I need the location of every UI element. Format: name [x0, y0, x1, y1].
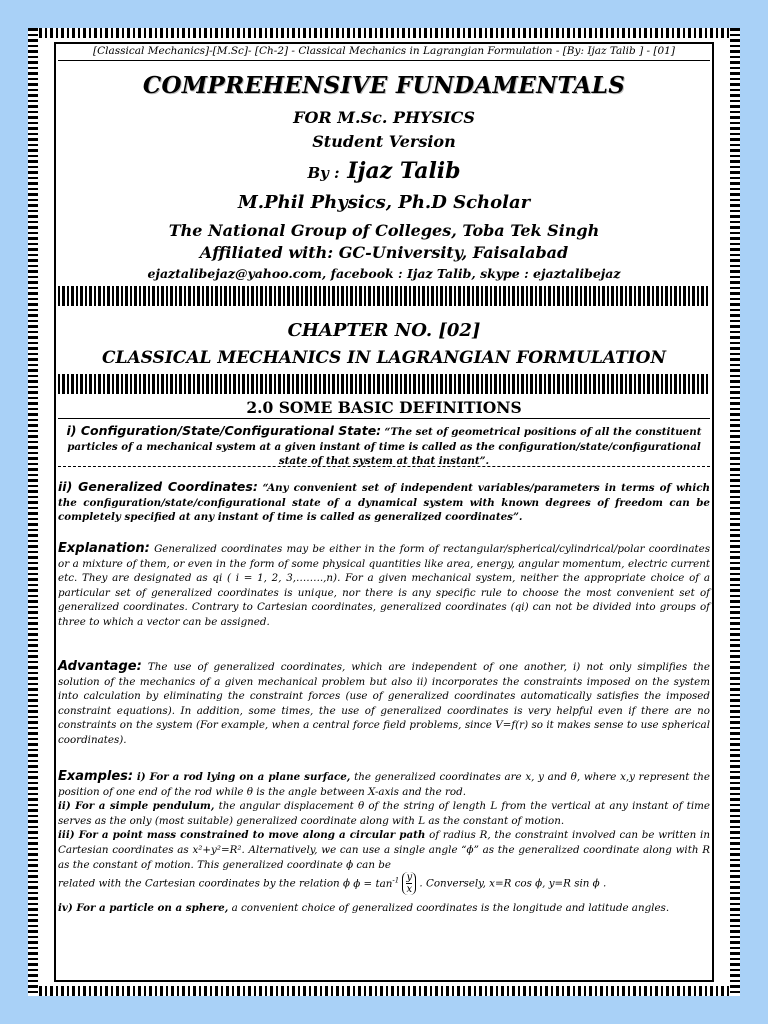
definition-heading: ii) Generalized Coordinates:	[58, 479, 258, 494]
page-header: [Classical Mechanics]-[M.Sc]- [Ch-2] - Classical Mechanics in Lagrangian Formulation - [By: Ijaz Talib ] - [01]	[58, 42, 710, 61]
explanation-heading: Explanation:	[58, 541, 150, 556]
definition-text: “Any convenient set of independent variables/parameters in terms of which the configuration/state/configurational state of a dynamical system with known degrees of freedom can be completely specified at any instant of time is called as generalized coordinates”.	[58, 482, 710, 524]
decorative-band	[58, 296, 710, 306]
definition-heading: i) Configuration/State/Configurational State:	[66, 423, 382, 438]
course-line: FOR M.Sc. PHYSICS	[293, 108, 475, 127]
divider	[58, 418, 710, 419]
advantage-paragraph	[58, 660, 710, 748]
divider	[58, 466, 710, 467]
document-title: COMPREHENSIVE FUNDAMENTALS	[142, 72, 626, 99]
explanation-paragraph	[58, 542, 710, 630]
advantage-text: The use of generalized coordinates, which are independent of one another, i) not only simplifies the solution of the mechanics of a given mechanical problem but also ii) incorporates the constraints imposed on the system into calculation by eliminating the constraint forces (use of generalized coordinates automatically satisfies the imposed constraint equations). In addition, some times, the use of generalized coordinates is very helpful even if there are no constraints on the system (For example, when a central force field problems, since V=f(r) so it makes sense to use spherical coordinates).	[58, 661, 711, 746]
decorative-border-top	[28, 28, 740, 38]
page	[28, 28, 740, 996]
decorative-border-left	[28, 28, 38, 996]
author-line	[58, 158, 710, 184]
by-label: By :	[307, 164, 340, 182]
example-2-text: the angular displacement θ of the string of length L from the vertical at any instant of time serves as the only (most suitable) generalized coordinate along with L as the constant of motion.	[58, 800, 710, 827]
chapter-title: CLASSICAL MECHANICS IN LAGRANGIAN FORMULATION	[101, 348, 667, 368]
formula-lhs: $\phi = \tan^{-1}$	[353, 876, 400, 890]
example-1-text: the generalized coordinates are x, y and θ, where x,y represent the position of one end of the rod while θ is the angle between X-axis and the rod.	[58, 771, 710, 798]
example-3-text: of radius R, the constraint involved can be written in Cartesian coordinates as x²+y²=R². Alternatively, we can use a single angle “ϕ” as the generalized coordinate along with R as the constant of motion. This generalized coordinate ϕ can be	[58, 829, 710, 871]
definition-generalized-coordinates	[58, 480, 710, 525]
example-1-lead: i) For a rod lying on a plane surface,	[136, 771, 351, 783]
explanation-text: Generalized coordinates may be either in the form of rectangular/spherical/cylindrical/polar coordinates or a mixture of them, or even in the form of some physical quantities like area, energy, angular momentum, electric current etc. They are designated as qi ( i = 1, 2, 3,……..,n). For a given mechanical system, neither the appropriate choice of a particular set of generalized coordinates is unique, nor there is any specific rule to choose the most convenient set of generalized coordinates. Contrary to Cartesian coordinates, generalized coordinates (qi) can not be divided into groups of three to which a vector can be assigned.	[58, 543, 710, 628]
decorative-border-bottom	[28, 986, 740, 996]
fraction-y-over-x: $\frac{y}{x}$	[402, 872, 416, 895]
decorative-band	[58, 384, 710, 394]
example-3-lead: iii) For a point mass constrained to move along a circular path	[58, 829, 426, 842]
affiliation: Affiliated with: GC-University, Faisalabad	[199, 243, 569, 262]
chapter-number: CHAPTER NO. [02]	[287, 320, 481, 341]
contact-line: ejaztalibejaz@yahoo.com, facebook : Ijaz Talib, skype : ejaztalibejaz	[147, 266, 621, 281]
section-heading: 2.0 SOME BASIC DEFINITIONS	[246, 398, 522, 417]
author-name: Ijaz Talib	[347, 158, 461, 184]
version-line: Student Version	[312, 132, 456, 151]
example-2-lead: ii) For a simple pendulum,	[58, 800, 215, 813]
definition-text: “The set of geometrical positions of all the constituent particles of a mechanical system at a given instant of time is called as the configuration/state/configurational state of that system at that instant”.	[67, 426, 702, 468]
definition-configuration	[58, 424, 710, 469]
author-degree: M.Phil Physics, Ph.D Scholar	[237, 192, 531, 213]
advantage-heading: Advantage:	[58, 659, 142, 674]
college-name: The National Group of Colleges, Toba Tek Singh	[168, 221, 600, 240]
decorative-border-right	[730, 28, 740, 996]
example-4-lead: iv) For a particle on a sphere,	[58, 902, 229, 915]
example-3-relation: related with the Cartesian coordinates by the relation ϕ	[58, 877, 350, 890]
examples-paragraph	[58, 770, 710, 916]
examples-heading: Examples:	[58, 769, 134, 784]
example-4-text: a convenient choice of generalized coordinates is the longitude and latitude angles.	[231, 902, 670, 915]
example-3-tail: . Conversely, x=R cos ϕ, y=R sin ϕ .	[419, 877, 607, 890]
